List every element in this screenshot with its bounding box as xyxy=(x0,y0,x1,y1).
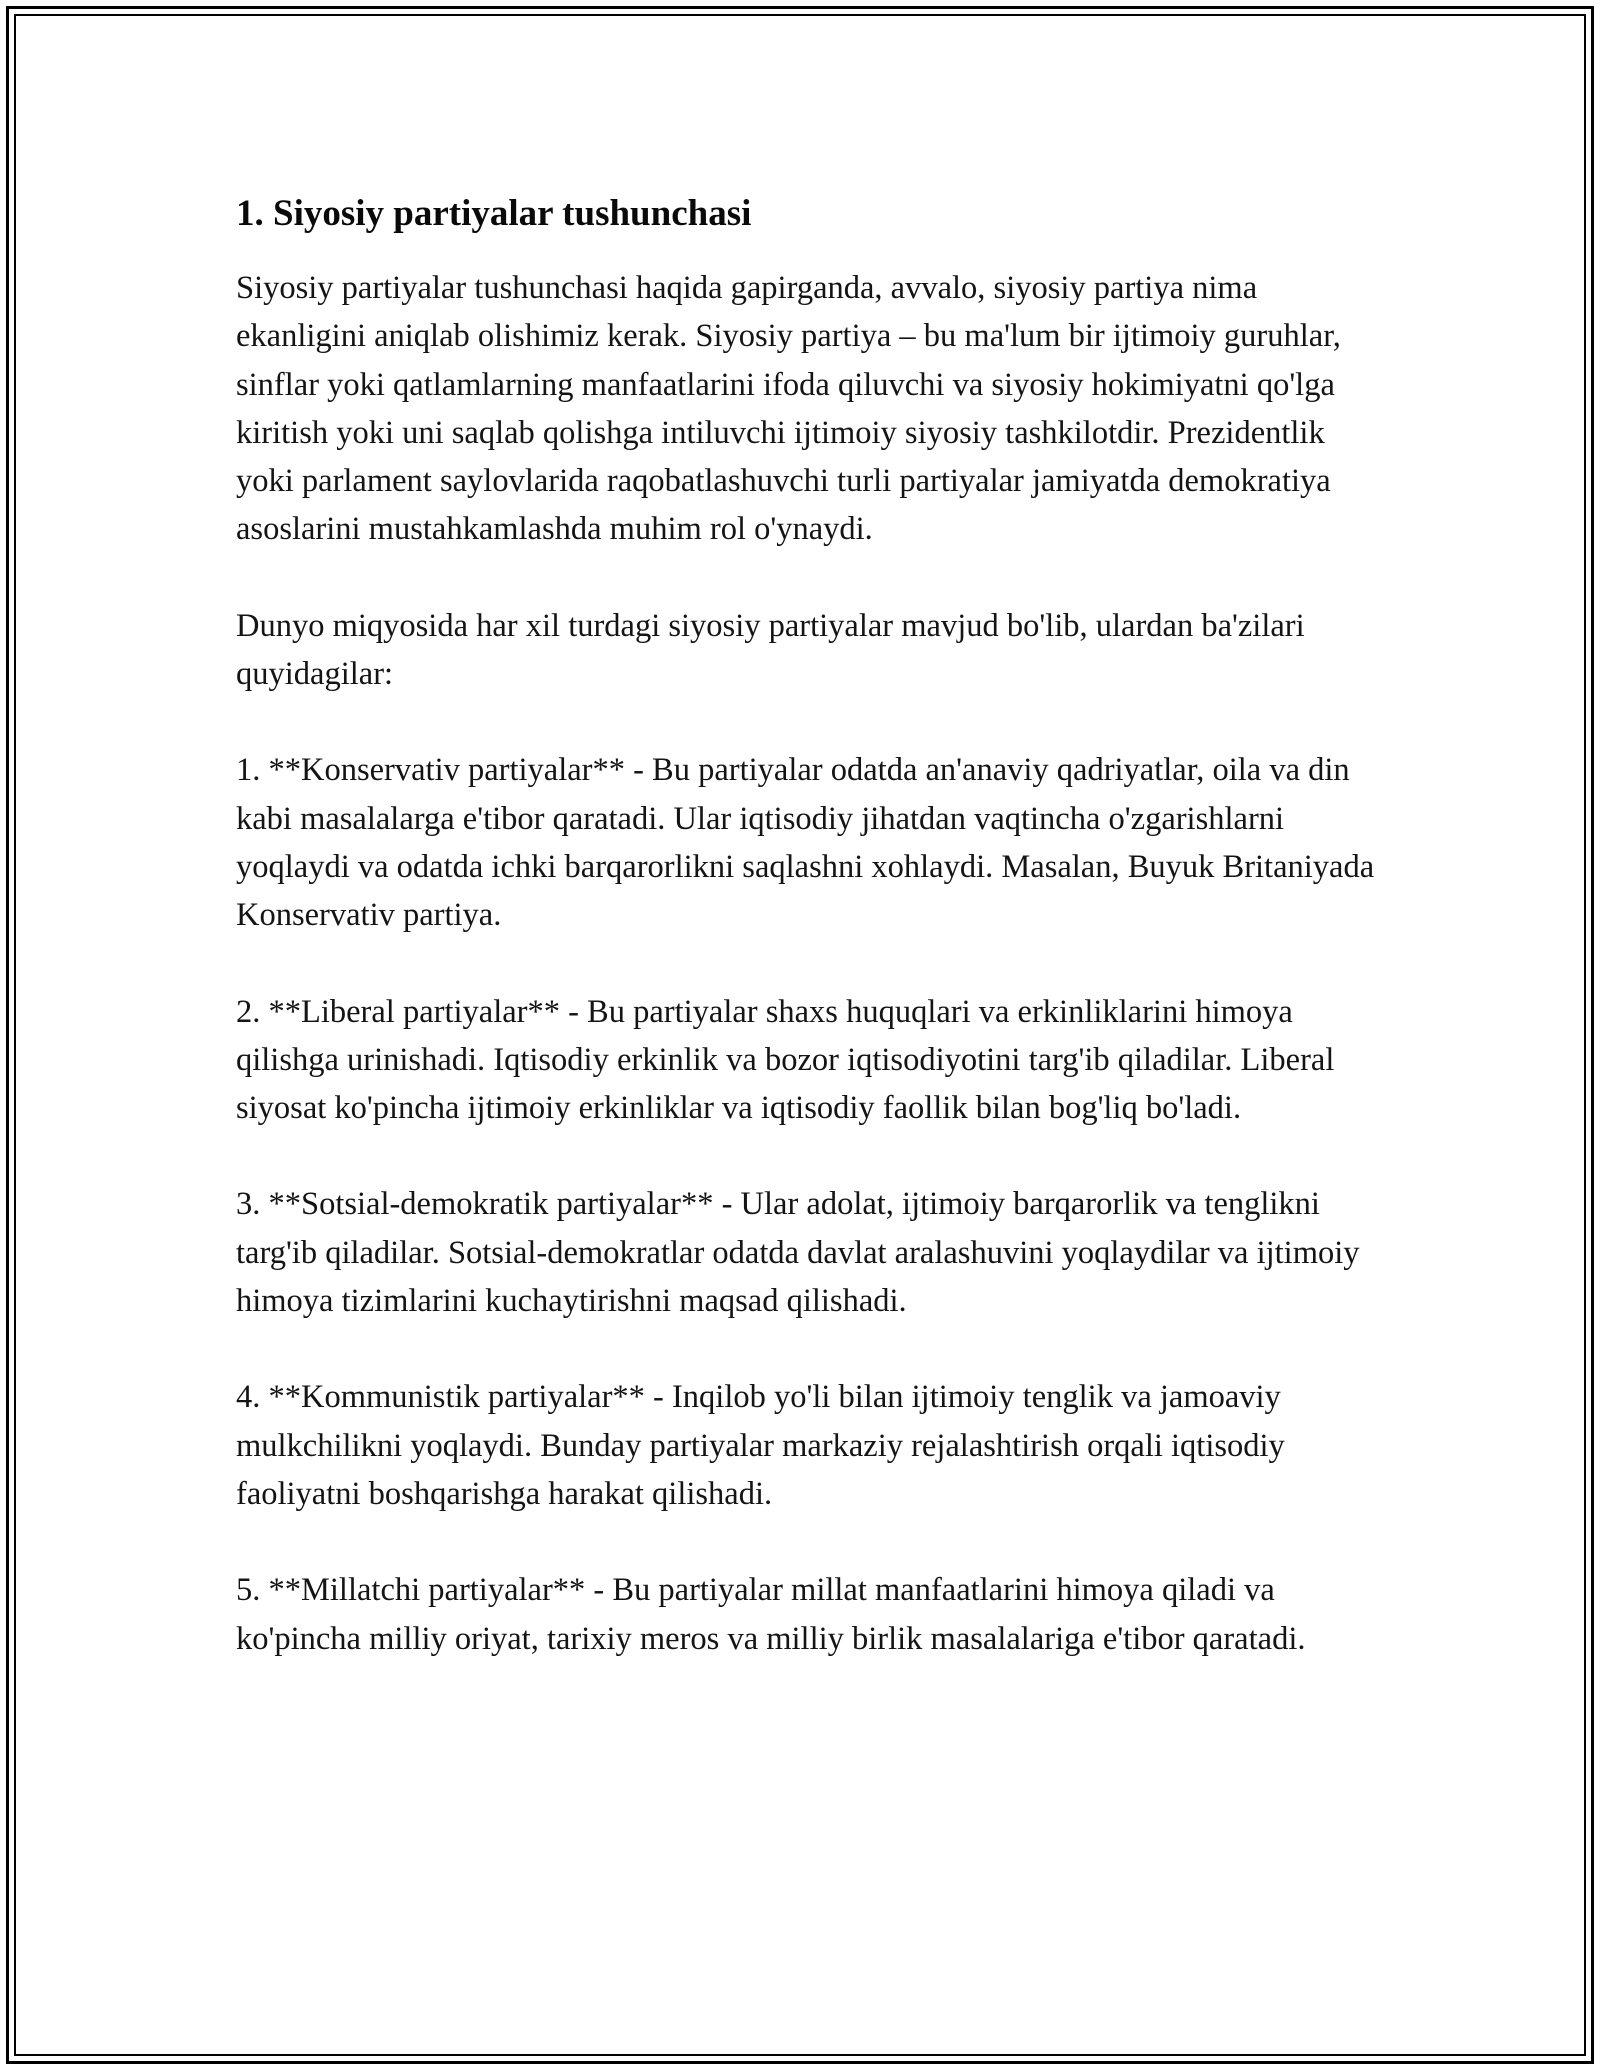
types-intro-paragraph: Dunyo miqyosida har xil turdagi siyosiy partiyalar mavjud bo'lib, ulardan ba'zilari quyidagilar: xyxy=(236,607,1305,693)
communist-parties-paragraph: 4. **Kommunistik partiyalar** - Inqilob yo'li bilan ijtimoiy tenglik va jamoaviy mulkchilikni yoqlaydi. Bunday partiyalar markaziy rejalashtirish orqali iqtisodiy faoliyatni boshqarishga harakat qilishadi. xyxy=(236,1379,1285,1512)
social-democratic-parties-paragraph: 3. **Sotsial-demokratik partiyalar** - Ular adolat, ijtimoiy barqarorlik va tenglikni targ'ib qiladilar. Sotsial-demokratlar odatda davlat aralashuvini yoqlaydilar va ijtimoiy himoya tizimlarini kuchaytirishni maqsad qilishadi. xyxy=(236,1186,1360,1320)
liberal-parties-paragraph: 2. **Liberal partiyalar** - Bu partiyalar shaxs huquqlari va erkinliklarini himoya qilishga urinishadi. Iqtisodiy erkinlik va bozor iqtisodiyotini targ'ib qiladilar. Liberal siyosat ko'pincha ijtimoiy erkinliklar va iqtisodiy faollik bilan bog'liq bo'ladi. xyxy=(236,993,1335,1127)
conservative-parties-paragraph: 1. **Konservativ partiyalar** - Bu partiyalar odatda an'anaviy qadriyatlar, oila va din kabi masalalarga e'tibor qaratadi. Ular iqtisodiy jihatdan vaqtincha o'zgarishlarni yoqlaydi va odatda ichki barqarorlikni saqlashni xohlaydi. Masalan, Buyuk Britaniyada Konservativ partiya. xyxy=(236,752,1375,934)
section-heading: 1. Siyosiy partiyalar tushunchasi xyxy=(236,193,752,234)
intro-paragraph: Siyosiy partiyalar tushunchasi haqida gapirganda, avvalo, siyosiy partiya nima ekanligini aniqlab olishimiz kerak. Siyosiy partiya – bu ma'lum bir ijtimoiy guruhlar, sinflar yoki qatlamlarning manfaatlarini ifoda qiluvchi va siyosiy hokimiyatni qo'lga kiritish yoki uni saqlab qolishga intiluvchi ijtimoiy siyosiy tashkilotdir. Prezidentlik yoki parlament saylovlarida raqobatlashuvchi turli partiyalar jamiyatda demokratiya asoslarini mustahkamlashda muhim rol o'ynaydi. xyxy=(236,270,1341,548)
nationalist-parties-paragraph: 5. **Millatchi partiyalar** - Bu partiyalar millat manfaatlarini himoya qiladi va ko'pincha milliy oriyat, tarixiy meros va milliy birlik masalalariga e'tibor qaratadi. xyxy=(236,1572,1306,1657)
document-body xyxy=(236,186,1376,1711)
